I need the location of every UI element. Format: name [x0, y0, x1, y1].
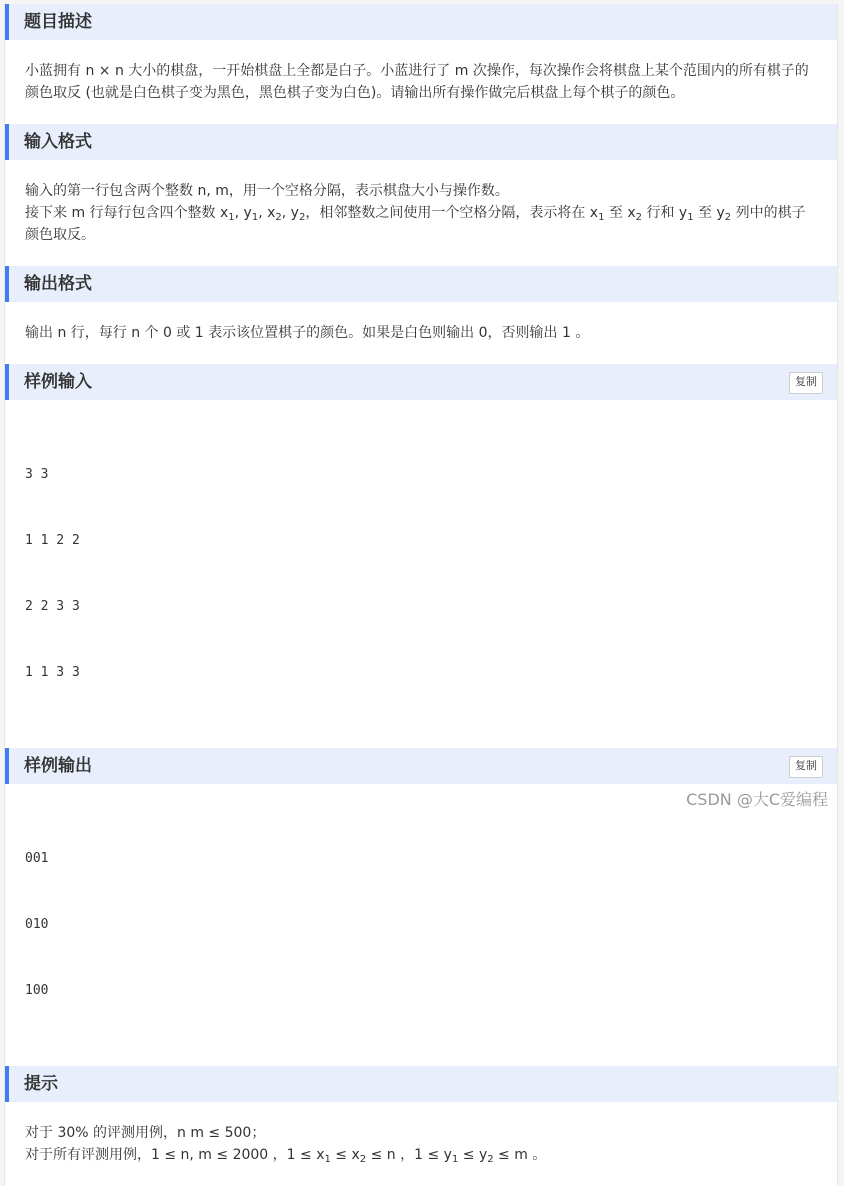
code-line: 010 [25, 917, 49, 932]
copy-sample-output-button[interactable]: 复制 [789, 756, 823, 778]
section-title-hint: 提示 [5, 1066, 837, 1102]
section-hint [4, 1066, 838, 1186]
code-line: 1 1 2 2 [25, 533, 80, 548]
section-title-sample-output: 样例输出 复制 [5, 748, 837, 784]
code-line: 2 2 3 3 [25, 599, 80, 614]
input-format-line2: 接下来 m 行每行包含四个整数 $x_1$, $y_1$, $x_2$, $y_2$，相邻整数之间使用一个空格分隔，表示将在 $x_1$ 至 $x_2$ 行和 $y_1$ 至 $y_2$ 列中的棋子颜色取反。 [25, 205, 806, 243]
code-line: 3 3 [25, 467, 49, 482]
section-description [4, 4, 838, 124]
code-line: 1 1 3 3 [25, 665, 80, 680]
section-title-output-format: 输出格式 [5, 266, 837, 302]
input-format-line1: 输入的第一行包含两个整数 n, m，用一个空格分隔，表示棋盘大小与操作数。 [25, 183, 509, 199]
csdn-watermark: CSDN @大C爱编程 [686, 790, 828, 809]
sample-output-code [5, 784, 837, 1066]
copy-sample-input-button[interactable]: 复制 [789, 372, 823, 394]
code-line: 100 [25, 983, 49, 998]
hint-line1: 对于 30% 的评测用例，n m ≤ 500； [25, 1125, 266, 1141]
section-title-input-format: 输入格式 [5, 124, 837, 160]
section-title-sample-input: 样例输入 复制 [5, 364, 837, 400]
description-text: 小蓝拥有 n × n 大小的棋盘，一开始棋盘上全都是白子。小蓝进行了 m 次操作，每次操作会将棋盘上某个范围内的所有棋子的颜色取反 (也就是白色棋子变为黑色，黑色棋子变为白色)。请输出所有操作做完后棋盘上每个棋子的颜色。 [25, 63, 809, 101]
input-format-text [5, 160, 837, 266]
hint-text [5, 1102, 837, 1186]
sample-input-code [5, 400, 837, 748]
section-output-format [4, 266, 838, 364]
section-sample-input [4, 364, 838, 748]
output-format-text: 输出 n 行，每行 n 个 0 或 1 表示该位置棋子的颜色。如果是白色则输出 0，否则输出 1 。 [25, 325, 590, 341]
section-input-format [4, 124, 838, 266]
section-title-description: 题目描述 [5, 4, 837, 40]
problem-page [4, 4, 838, 1186]
hint-line2: 对于所有评测用例，1 ≤ n, m ≤ 2000 ，$1 \le x_1 \le x_2 \le n$ ，$1 \le y_1 \le y_2 \le m$ 。 [25, 1147, 547, 1165]
code-line: 001 [25, 851, 49, 866]
